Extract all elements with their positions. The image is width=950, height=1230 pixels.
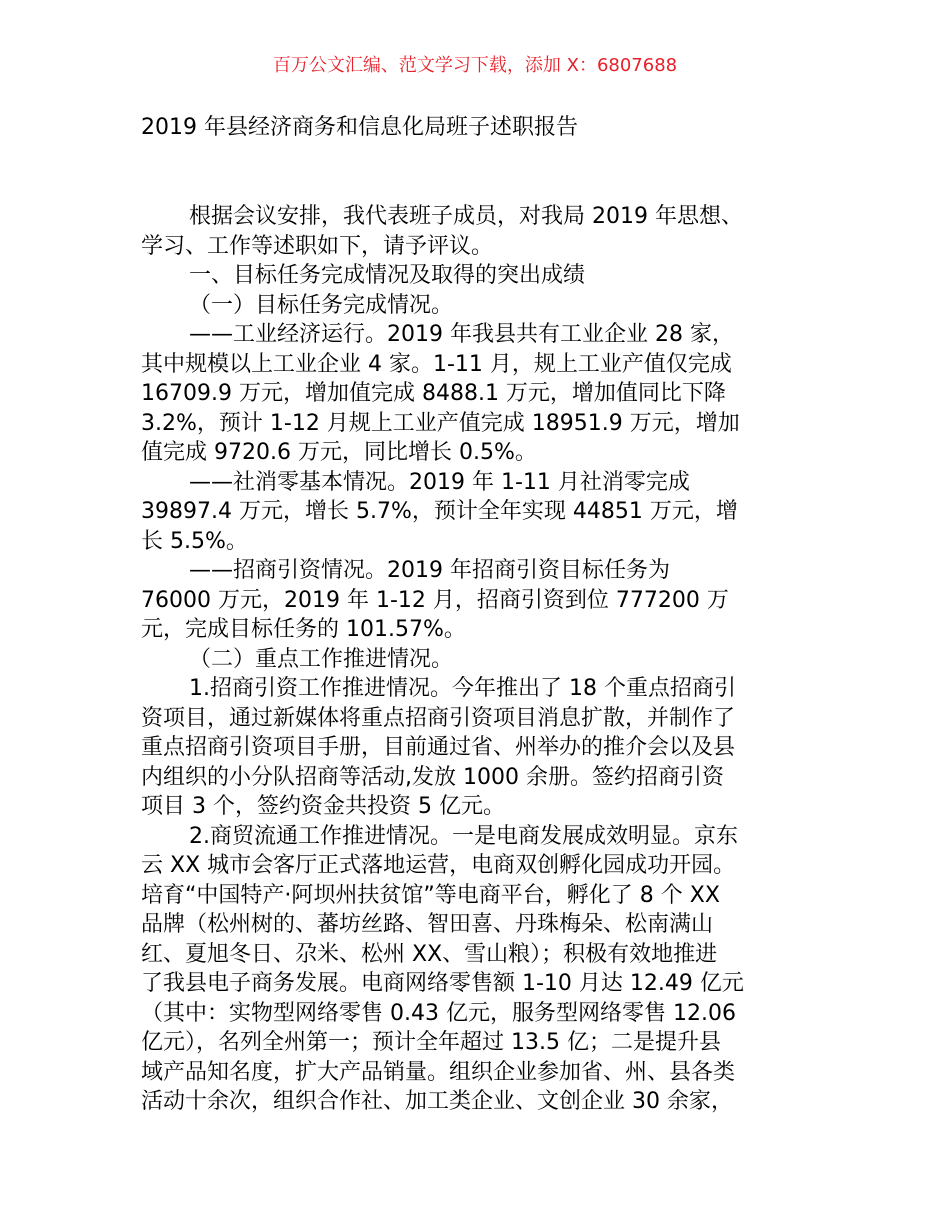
document-title: 2019 年县经济商务和信息化局班子述职报告 [141,115,578,140]
paragraph-line: 项目 3 个，签约资金共投资 5 亿元。 [141,794,505,819]
paragraph-line: 了我县电子商务发展。电商网络零售额 1-10 月达 12.49 亿元 [141,971,744,996]
paragraph-line: 重点招商引资项目手册，目前通过省、州举办的推介会以及县 [141,735,736,760]
paragraph-line: ——工业经济运行。2019 年我县共有工业企业 28 家， [189,322,734,347]
paragraph-line: 资项目，通过新媒体将重点招商引资项目消息扩散，并制作了 [141,705,736,731]
paragraph-line: 活动十余次，组织合作社、加工类企业、文创企业 30 余家， [141,1089,733,1114]
document-body [141,202,813,1117]
paragraph-line: 红、夏旭冬日、尕米、松州 XX、雪山粮）；积极有效地推进 [141,941,718,967]
paragraph-line: 品牌（松州树的、蕃坊丝路、智田喜、丹珠梅朵、松南满山 [141,912,714,937]
paragraph-line: 培育“中国特产·阿坝州扶贫馆”等电商平台，孵化了 8 个 XX [141,882,720,908]
paragraph-line: ——社消零基本情况。2019 年 1-11 月社消零完成 [189,469,690,495]
paragraph-line: 3.2%，预计 1-12 月规上工业产值完成 18951.9 万元，增加 [141,410,740,436]
paragraph-line: 内组织的小分队招商等活动,发放 1000 余册。签约招商引资 [141,764,724,790]
paragraph-line: 学习、工作等述职如下，请予评议。 [141,233,494,259]
paragraph-line: 亿元），名列全州第一；预计全年超过 13.5 亿；二是提升县 [141,1030,721,1055]
paragraph-line: 2.商贸流通工作推进情况。一是电商发展成效明显。京东 [189,823,738,849]
subsection-heading: （二）重点工作推进情况。 [189,646,454,672]
paragraph-line: 16709.9 万元，增加值完成 8488.1 万元，增加值同比下降 [141,381,726,406]
paragraph-line: 根据会议安排，我代表班子成员，对我局 2019 年思想、 [189,204,743,229]
subsection-heading: （一）目标任务完成情况。 [189,292,454,318]
paragraph-line: 域产品知名度，扩大产品销量。组织企业参加省、州、县各类 [141,1059,736,1085]
paragraph-line: 长 5.5%。 [141,528,248,554]
download-banner: 百万公文汇编、范文学习下载，添加 X：6807688 [272,55,678,76]
paragraph-line: 云 XX 城市会客厅正式落地运营，电商双创孵化园成功开园。 [141,853,736,878]
section-heading: 一、目标任务完成情况及取得的突出成绩 [189,263,586,288]
paragraph-line: 1.招商引资工作推进情况。今年推出了 18 个重点招商引 [189,676,736,701]
paragraph-line: 76000 万元，2019 年 1-12 月，招商引资到位 777200 万 [141,587,729,613]
paragraph-line: 元，完成目标任务的 101.57%。 [141,617,466,642]
paragraph-line: （其中：实物型网络零售 0.43 亿元，服务型网络零售 12.06 [141,1000,736,1026]
paragraph-line: 其中规模以上工业企业 4 家。1-11 月，规上工业产值仅完成 [141,351,732,377]
paragraph-line: 39897.4 万元，增长 5.7%，预计全年实现 44851 万元，增 [141,499,738,524]
paragraph-line: 值完成 9720.6 万元，同比增长 0.5%。 [141,440,537,465]
paragraph-line: ——招商引资情况。2019 年招商引资目标任务为 [189,558,670,583]
